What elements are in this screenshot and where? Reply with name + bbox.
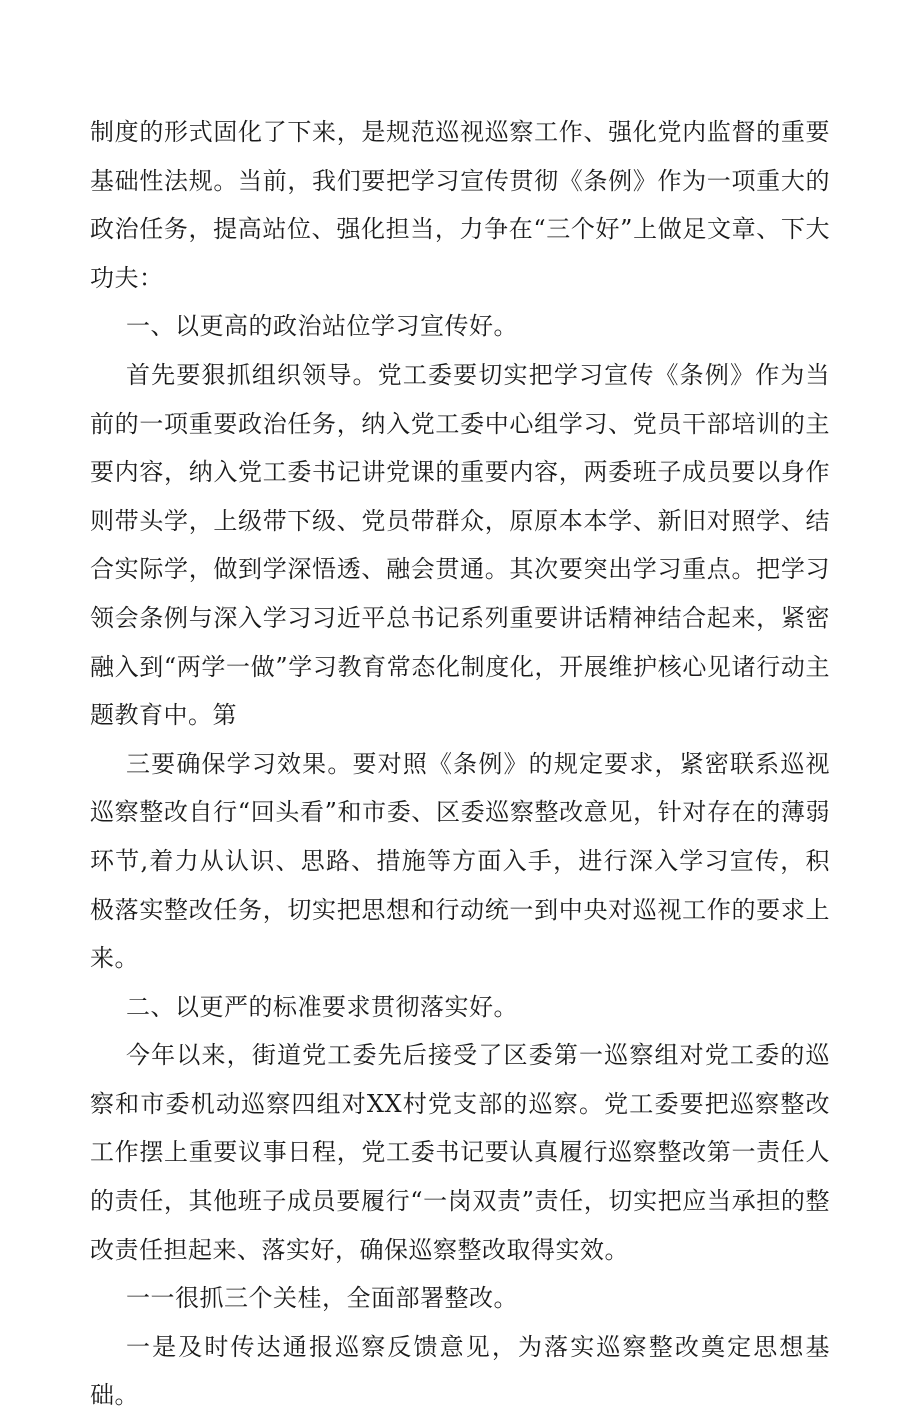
paragraph: 三要确保学习效果。要对照《条例》的规定要求，紧密联系巡视巡察整改自行“回头看”和市委、区委巡察整改意见，针对存在的薄弱环节,着力从认识、思路、措施等方面入手，进行深入学习宣传，积极落实整改任务，切实把思想和行动统一到中央对巡视工作的要求上来。 bbox=[90, 749, 830, 973]
paragraph: 首先要狠抓组织领导。党工委要切实把学习宣传《条例》作为当前的一项重要政治任务，纳入党工委中心组学习、党员干部培训的主要内容，纳入党工委书记讲党课的重要内容，两委班子成员要以身作则带头学，上级带下级、党员带群众，原原本本学、新旧对照学、结合实际学，做到学深悟透、融会贯通。其次要突出学习重点。把学习领会条例与深入学习习近平总书记系列重要讲话精神结合起来，紧密融入到“两学一做”学习教育常态化制度化，开展维护核心见诸行动主题教育中。第 bbox=[90, 360, 830, 730]
section-heading-2: 二、以更严的标准要求贯彻落实好。 bbox=[126, 992, 518, 1021]
sub-heading: 一一很抓三个关桂，全面部署整改。 bbox=[126, 1284, 518, 1313]
document-body bbox=[90, 108, 830, 1420]
paragraph-continuation: 制度的形式固化了下来，是规范巡视巡察工作、强化党内监督的重要基础性法规。当前，我们要把学习宣传贯彻《条例》作为一项重大的政治任务，提高站位、强化担当，力争在“三个好”上做足文章、下大功夫： bbox=[90, 118, 830, 292]
paragraph: 一是及时传达通报巡察反馈意见，为落实巡察整改奠定思想基础。 bbox=[90, 1332, 830, 1410]
section-heading-1: 一、以更高的政治站位学习宣传好。 bbox=[126, 312, 518, 341]
paragraph: 今年以来，街道党工委先后接受了区委第一巡察组对党工委的巡察和市委机动巡察四组对XX村党支部的巡察。党工委要把巡察整改工作摆上重要议事日程，党工委书记要认真履行巡察整改第一责任人的责任，其他班子成员要履行“一岗双责”责任，切实把应当承担的整改责任担起来、落实好，确保巡察整改取得实效。 bbox=[90, 1041, 830, 1264]
